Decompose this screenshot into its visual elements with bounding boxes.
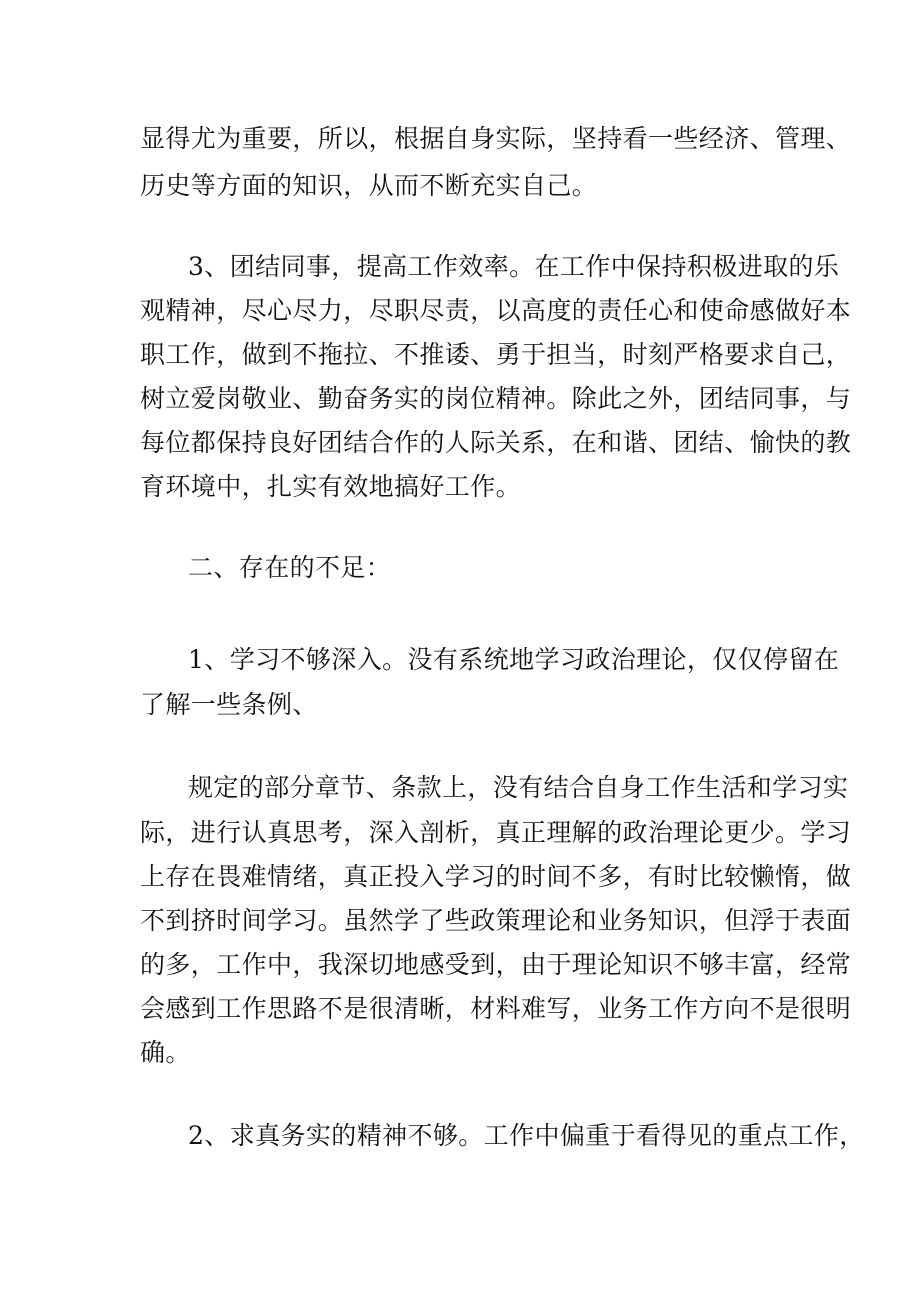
point-3-line-4: 树立爱岗敬业、勤奋务实的岗位精神。除此之外，团结同事，与 <box>140 384 852 413</box>
paragraph-line-5: 的多，工作中，我深切地感受到，由于理论知识不够丰富，经常 <box>140 950 852 979</box>
paragraph-line-1: 规定的部分章节、条款上，没有结合自身工作生活和学习实 <box>188 773 849 802</box>
point-3-line-1: 3、团结同事，提高工作效率。在工作中保持积极进取的乐 <box>188 252 840 281</box>
paragraph-line-6: 会感到工作思路不是很清晰，材料难写，业务工作方向不是很明 <box>140 994 852 1023</box>
section-heading: 二、存在的不足： <box>188 553 392 582</box>
paragraph-line-7: 确。 <box>140 1038 191 1067</box>
point-3-line-6: 育环境中，扎实有效地搞好工作。 <box>140 472 522 501</box>
paragraph-continuation-line-2: 历史等方面的知识，从而不断充实自己。 <box>140 171 598 200</box>
point-3-line-3: 职工作，做到不拖拉、不推诿、勇于担当，时刻严格要求自己， <box>140 340 852 369</box>
point-3-line-2: 观精神，尽心尽力，尽职尽责，以高度的责任心和使命感做好本 <box>140 296 852 325</box>
point-2-line-1: 2、求真务实的精神不够。工作中偏重于看得见的重点工作， <box>188 1121 865 1150</box>
paragraph-line-4: 不到挤时间学习。虽然学了些政策理论和业务知识，但浮于表面 <box>140 906 852 935</box>
paragraph-continuation-line-1: 显得尤为重要，所以，根据自身实际，坚持看一些经济、管理、 <box>140 124 852 153</box>
paragraph-line-3: 上存在畏难情绪，真正投入学习的时间不多，有时比较懒惰，做 <box>140 862 852 891</box>
point-1-line-2: 了解一些条例、 <box>140 690 318 719</box>
point-3-line-5: 每位都保持良好团结合作的人际关系，在和谐、团结、愉快的教 <box>140 428 852 457</box>
paragraph-line-2: 际，进行认真思考，深入剖析，真正理解的政治理论更少。学习 <box>140 818 852 847</box>
point-1-line-1: 1、学习不够深入。没有系统地学习政治理论，仅仅停留在 <box>188 645 840 674</box>
